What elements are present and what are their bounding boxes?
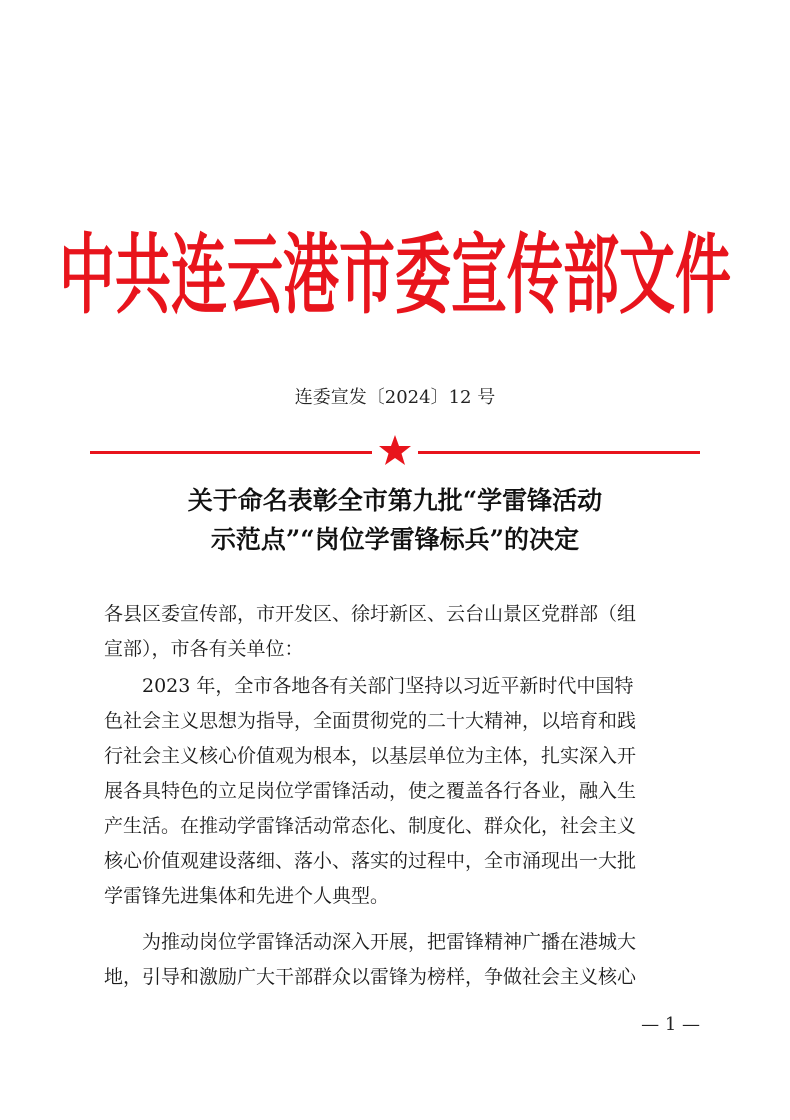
star-icon-shape bbox=[379, 435, 411, 465]
document-title-line-1: 关于命名表彰全市第九批“学雷锋活动 bbox=[187, 486, 603, 515]
paragraph-line: 展各具特色的立足岗位学雷锋活动，使之覆盖各行各业，融入生 bbox=[104, 780, 637, 802]
paragraph-line: 2023 年，全市各地各有关部门坚持以习近平新时代中国特 bbox=[142, 675, 634, 697]
paragraph-line: 核心价值观建设落细、落小、落实的过程中，全市涌现出一大批 bbox=[104, 850, 637, 872]
document-number: 连委宣发〔2024〕12 号 bbox=[294, 387, 496, 408]
paragraph-line: 色社会主义思想为指导，全面贯彻党的二十大精神，以培育和践 bbox=[104, 710, 637, 732]
paragraph-line: 行社会主义核心价值观为根本，以基层单位为主体，扎实深入开 bbox=[104, 745, 637, 767]
star-icon bbox=[378, 433, 412, 467]
divider-line-right bbox=[418, 451, 700, 454]
page-number: — 1 — bbox=[641, 1014, 700, 1035]
paragraph-2 bbox=[104, 925, 690, 995]
paragraph-line: 为推动岗位学雷锋活动深入开展，把雷锋精神广播在港城大 bbox=[142, 931, 637, 953]
divider-line-left bbox=[90, 451, 372, 454]
paragraph-line: 地，引导和激励广大干部群众以雷锋为榜样，争做社会主义核心 bbox=[104, 966, 637, 988]
masthead-title: 中共连云港市委宣传部文件 bbox=[59, 225, 731, 327]
addressee-line: 各县区委宣传部，市开发区、徐圩新区、云台山景区党群部（组 bbox=[104, 603, 637, 625]
addressee-block bbox=[104, 597, 690, 667]
paragraph-line: 学雷锋先进集体和先进个人典型。 bbox=[104, 885, 390, 907]
document-title-line-2: 示范点”“岗位学雷锋标兵”的决定 bbox=[210, 525, 580, 554]
addressee-line: 宣部），市各有关单位： bbox=[104, 638, 304, 660]
paragraph-line: 产生活。在推动学雷锋活动常态化、制度化、群众化，社会主义 bbox=[104, 815, 637, 837]
paragraph-1 bbox=[104, 669, 690, 914]
